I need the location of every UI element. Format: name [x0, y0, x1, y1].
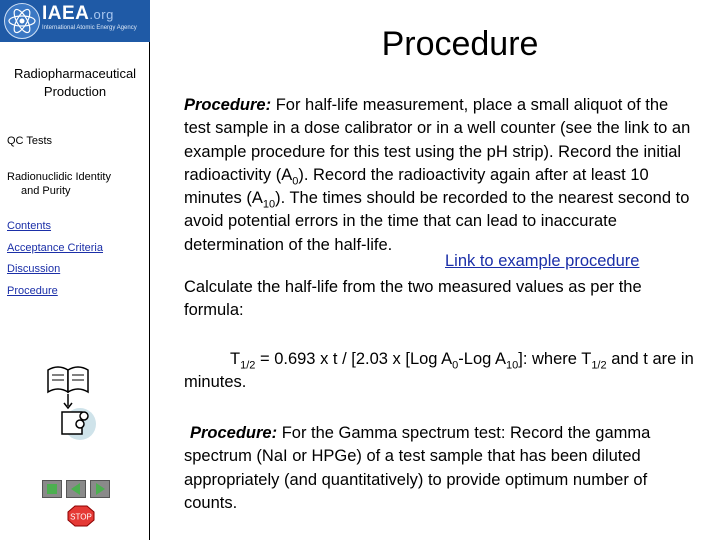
- book-icon: [44, 362, 96, 447]
- nav-radionuclidic-line2: and Purity: [21, 185, 71, 197]
- nav-qc-tests: QC Tests: [7, 135, 53, 147]
- text-run: ]: where T: [518, 350, 592, 368]
- text-run: For the Gamma spectrum test: Record the gamma spectrum (NaI or HPGe) of a test sample that has been diluted appropriately (and quantitatively) to provide optimum number of counts.: [184, 424, 651, 512]
- section-title-line1: Radiopharmaceutical: [13, 66, 137, 81]
- example-procedure-link[interactable]: Link to example procedure: [445, 252, 640, 270]
- subscript: 1/2: [240, 359, 256, 372]
- logo-name: IAEA.org: [42, 3, 114, 24]
- nav-link-acceptance-criteria[interactable]: Acceptance Criteria: [7, 242, 103, 254]
- text-run: ). Record the radioactivity again after at least 10 minutes (A: [184, 165, 649, 208]
- subscript: 10: [262, 198, 276, 211]
- previous-arrow-icon[interactable]: [66, 480, 86, 498]
- procedure-lead: Procedure:: [184, 96, 272, 114]
- text-run: -Log A: [458, 350, 506, 368]
- text-run: and t are in minutes.: [184, 350, 694, 392]
- procedure-lead: Procedure:: [190, 424, 278, 442]
- stop-label: STOP: [70, 512, 92, 522]
- iaea-logo[interactable]: [0, 0, 150, 42]
- subscript: 10: [506, 359, 519, 372]
- page-title: Procedure: [381, 25, 539, 63]
- half-life-procedure-paragraph: [184, 94, 694, 257]
- next-arrow-icon[interactable]: [90, 480, 110, 498]
- nav-radionuclidic-line1: Radionuclidic Identity: [7, 171, 111, 183]
- home-icon[interactable]: [42, 480, 62, 498]
- subscript: 1/2: [591, 359, 607, 372]
- logo-org: .org: [89, 7, 114, 22]
- nav-link-procedure[interactable]: Procedure: [7, 285, 58, 297]
- gamma-procedure-paragraph: [184, 422, 694, 515]
- stop-button[interactable]: [67, 505, 95, 532]
- subscript: 0: [452, 359, 459, 372]
- section-title: [0, 65, 150, 101]
- nav-link-discussion[interactable]: Discussion: [7, 263, 61, 275]
- subscript: 0: [292, 175, 299, 188]
- text-run: = 0.693 x t / [2.03 x [Log A: [255, 350, 453, 368]
- half-life-formula: [184, 348, 694, 395]
- atom-emblem-icon: [4, 3, 40, 39]
- nav-radionuclidic-identity: [7, 170, 111, 198]
- text-run: T: [230, 350, 241, 368]
- nav-link-contents[interactable]: Contents: [7, 220, 52, 232]
- text-run: For half-life measurement, place a small aliquot of the test sample in a dose calibrator or in a well counter (see the link to an example procedure for this test using the pH strip). Record the initial radioactivity (A: [184, 96, 691, 184]
- text-run: ). The times should be recorded to the nearest second to avoid potential errors in the time that can lead to inaccurate determination of the half-life.: [184, 189, 690, 254]
- section-title-line2: Production: [43, 84, 107, 99]
- calculate-paragraph: Calculate the half-life from the two measured values as per the formula:: [184, 278, 642, 320]
- sidebar: [0, 0, 150, 540]
- logo-subtitle: International Atomic Energy Agency: [42, 25, 137, 31]
